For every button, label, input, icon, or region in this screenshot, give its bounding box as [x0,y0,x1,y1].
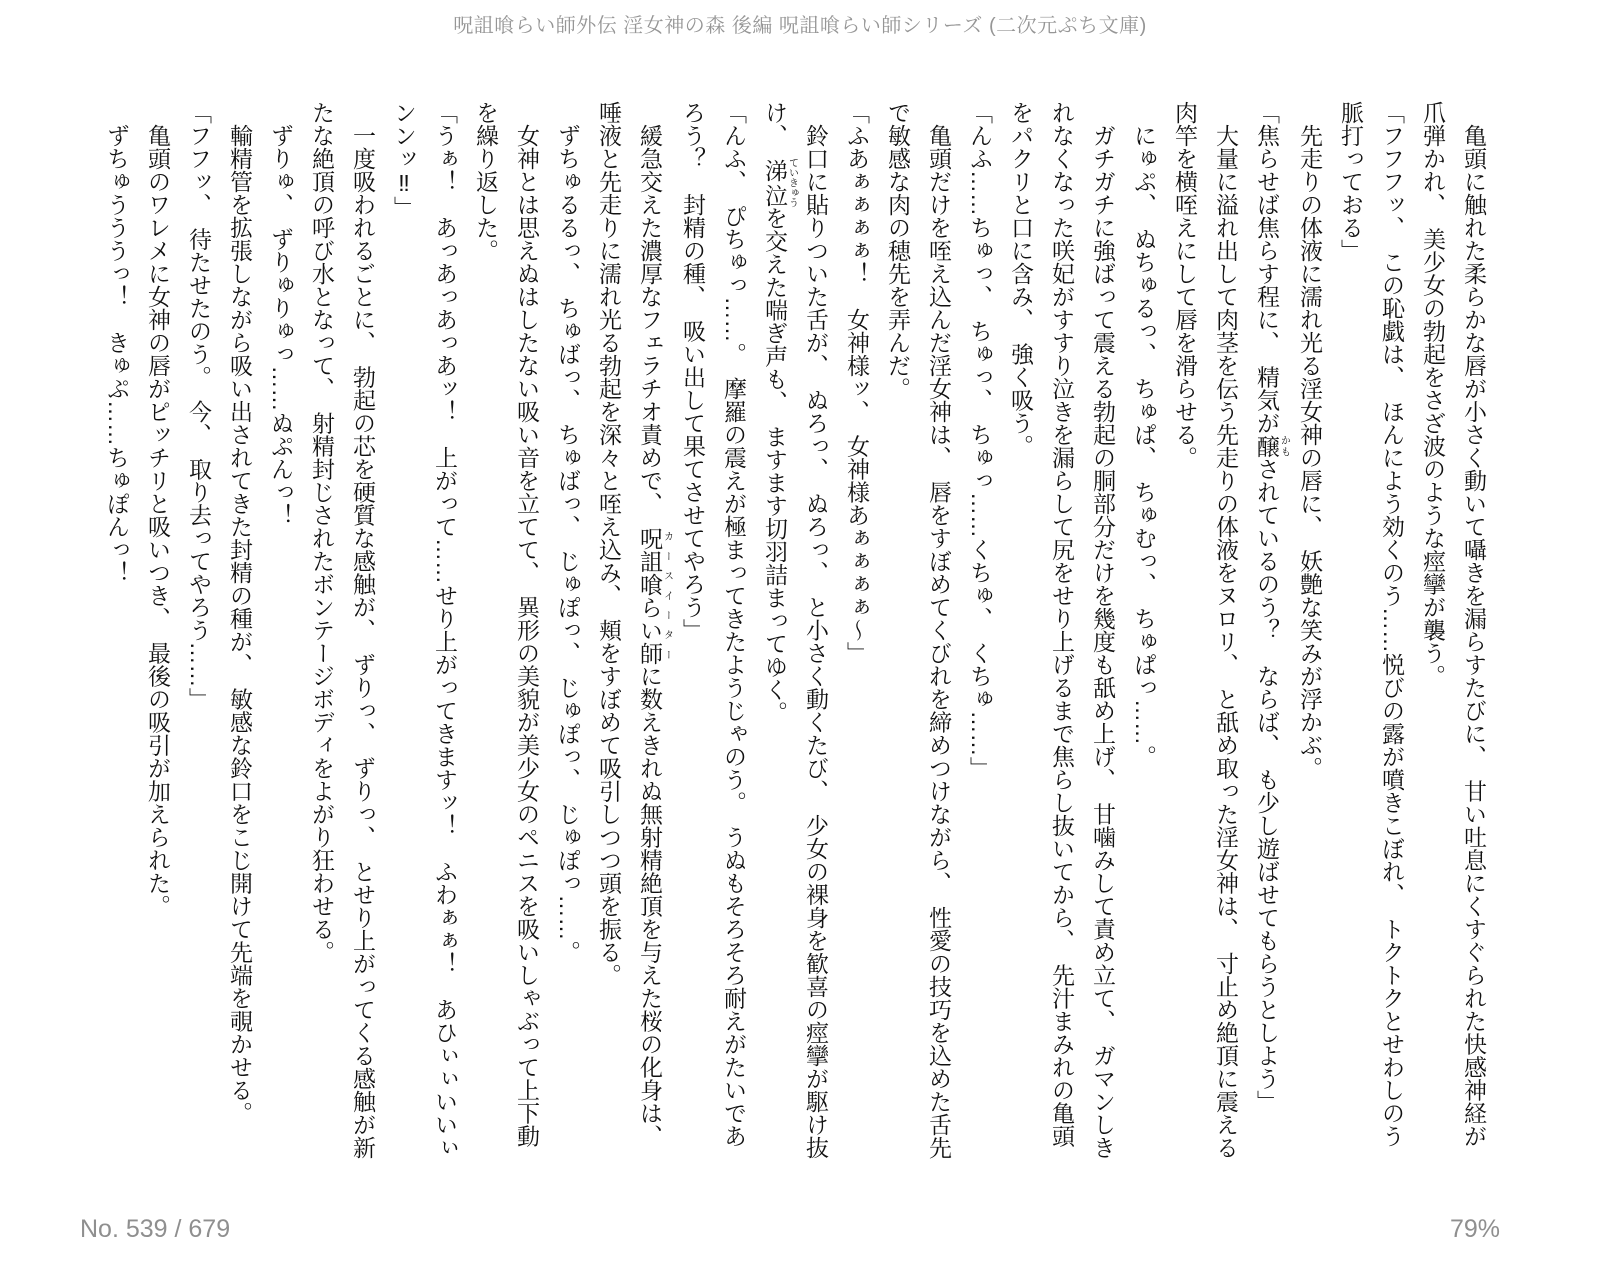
ruby-annotated-word: 醸かも [1254,434,1290,458]
paragraph: 亀頭に触れた柔らかな唇が小さく動いて囁きを漏らすたびに、 甘い吐息にくすぐられた快感神経が爪弾かれ、 美少女の勃起をさざ波のような痙攣が襲う。 [1420,101,1487,1148]
paragraph: 「んふ……ちゅっ、 ちゅっ、 ちゅっ……くちゅ、 くちゅ……」 [967,101,993,780]
paragraph: ずちゅるるっ、 ちゅばっ、 ちゅばっ、 じゅぽっ、 じゅぽっ、 じゅぽっ……。 [555,124,581,964]
paragraph: 「焦らせば焦らす程に、 精気が醸かもされているのう？ ならば、 も少し遊ばせてもらうとしよう」 [1254,101,1290,1113]
book-title: 呪詛喰らい師外伝 淫女神の森 後編 呪詛喰らい師シリーズ (二次元ぷち文庫) [453,15,1147,37]
paragraph: 亀頭のワレメに女神の唇がピッチリと吸いつき、 最後の吸引が加えられた。 [145,124,171,918]
paragraph: 女神とは思えぬはしたない吸い音を立てて、 異形の美貌が美少女のペニスを吸いしゃぶって上下動を繰り返した。 [473,101,540,1148]
paragraph: 一度吸われるごとに、 勃起の芯を硬質な感触が、 ずりっ、 ずりっ、 とせり上がってくる感触が新たな絶頂の呼び水となって、 射精封じされたボンテージボディをよがり狂わせる。 [309,101,376,1159]
paragraph: 先走りの体液に濡れ光る淫女神の唇に、 妖艶な笑みが浮かぶ。 [1297,124,1323,780]
ruby-annotated-word: 涕泣ていきゅう [762,157,798,208]
paragraph: 亀頭だけを咥え込んだ淫女神は、 唇をすぼめてくびれを締めつけながら、 性愛の技巧を込めた舌先で敏感な肉の穂先を弄んだ。 [885,101,952,1159]
paragraph: にゅぷ、 ぬちゅるっ、 ちゅぱ、 ちゅむっ、 ちゅぱっ……。 [1131,124,1157,768]
paragraph: 鈴口に貼りついた舌が、 ぬろっ、 ぬろっ、 と小さく動くたび、 少女の裸身を歓喜の痙攣が駆け抜け、 涕泣ていきゅうを交えた喘ぎ声も、 ますます切羽詰まってゆく。 [762,101,829,1159]
paragraph: 輸精管を拡張しながら吸い出されてきた封精の種が、 敏感な鈴口をこじ開けて先端を覗かせる。 [227,124,253,1125]
paragraph: 緩急交えた濃厚なフェラチオ責めで、 呪詛喰らい師カースイーターに数えきれぬ無射精絶頂を与えた桜の化身は、 唾液と先走りに濡れ光る勃起を深々と咥え込み、 頬をすぼめて吸引しつつ頭を振る。 [596,101,673,1159]
progress-percent: 79% [1449,1215,1500,1243]
paragraph: 「うぁ！ あっあっあっあッ！ 上がって……せり上がってきますッ！ ふわぁぁ！ あひぃぃいいぃンンッ‼」 [391,101,458,1159]
paragraph: 「フフフッ、 この恥戯は、 ほんによう効くのう……悦びの露が噴きこぼれ、 トクトクとせわしのう脈打っておる」 [1338,101,1405,1148]
page-indicator: No. 539 / 679 [80,1215,231,1243]
ruby-annotated-word: 呪詛喰らい師カースイーター [637,526,673,665]
paragraph: ガチガチに強ばって震える勃起の胴部分だけを幾度も舐め上げ、 甘噛みして責め立て、 ガマンしきれなくなった咲妃がすすり泣きを漏らして尻をせり上げるまで焦らし抜いてから、 先汁まみれの亀頭をパクリと口に含み、 強く吸う。 [1008,101,1116,1159]
paragraph: 「フフッ、 待たせたのう。 今、 取り去ってやろう……」 [186,101,212,711]
paragraph: ずちゅうううっ！ きゅぷ……ちゅぽんっ！ [104,124,130,584]
paragraph: 「んふ、 ぴちゅっ……。 摩羅の震えが極まってきたようじゃのう。 うぬもそろそろ耐えがたいであろう？ 封精の種、 吸い出して果てさせてやろう」 [680,101,747,1148]
text-area [96,101,1494,1161]
paragraph: 大量に溢れ出して肉茎を伝う先走りの体液をヌロリ、 と舐め取った淫女神は、 寸止め絶頂に震える肉竿を横咥えにして唇を滑らせる。 [1172,101,1239,1159]
paragraph: ずりゅ、 ずりゅりゅっ……ぬぷんっ！ [268,124,294,527]
paragraph: 「ふあぁぁぁぁ！ 女神様ッ、 女神様あぁぁぁぁ～」 [844,101,870,665]
